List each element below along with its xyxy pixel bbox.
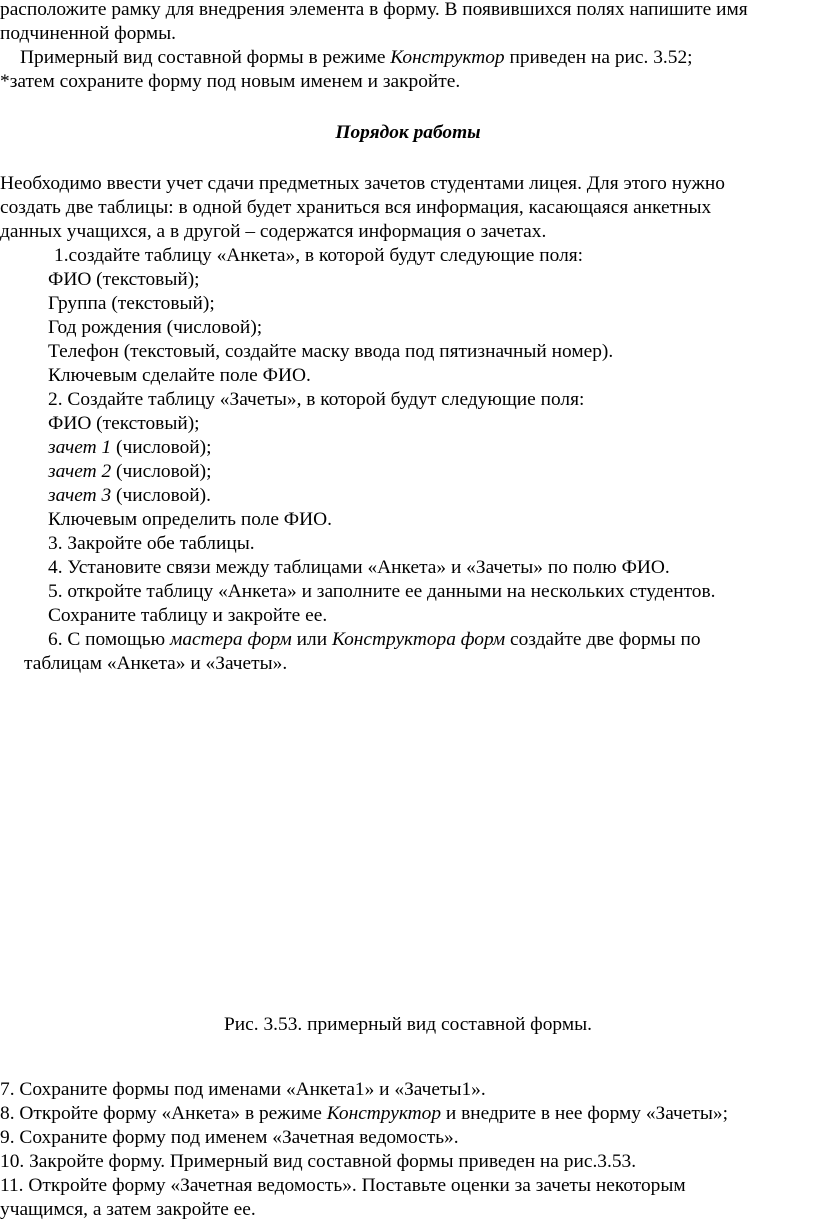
text: (числовой). bbox=[111, 485, 211, 506]
text: расположите рамку для внедрения элемента в форму. В появившихся полях напишите имя bbox=[0, 0, 748, 20]
step-8 bbox=[0, 1102, 728, 1126]
step-5-continued: Сохраните таблицу и закройте ее. bbox=[48, 605, 328, 626]
intro-line-1 bbox=[0, 0, 748, 22]
text: приведен на рис. 3.52; bbox=[504, 47, 693, 68]
step-7: 7. Сохраните формы под именами «Анкета1» и «Зачеты1». bbox=[0, 1079, 486, 1100]
step-1-field-2: Группа (текстовый); bbox=[48, 293, 215, 314]
figure-caption: Рис. 3.53. примерный вид составной формы. bbox=[224, 1014, 592, 1035]
text: (числовой); bbox=[111, 437, 212, 458]
step-6 bbox=[48, 628, 701, 652]
step-2: 2. Создайте таблицу «Зачеты», в которой будут следующие поля: bbox=[48, 389, 585, 410]
text: 6. С помощью bbox=[48, 629, 170, 650]
step-2-field-3 bbox=[48, 460, 212, 484]
intro-line-2 bbox=[0, 22, 176, 46]
step-2-field-4 bbox=[48, 484, 211, 508]
step-4: 4. Установите связи между таблицами «Анкета» и «Зачеты» по полю ФИО. bbox=[48, 557, 670, 578]
text: *затем сохраните форму под новым именем и закройте. bbox=[0, 71, 461, 92]
intro-line-4 bbox=[0, 70, 460, 94]
text: подчиненной формы. bbox=[0, 23, 176, 44]
step-11-continued: учащимся, а затем закройте ее. bbox=[0, 1199, 256, 1220]
emphasis-text: Конструктор bbox=[326, 1103, 442, 1124]
paragraph-line-3: данных учащихся, а в другой – содержатся информация о зачетах. bbox=[0, 221, 547, 242]
step-11: 11. Откройте форму «Зачетная ведомость». Поставьте оценки за зачеты некоторым bbox=[0, 1175, 686, 1196]
emphasis-text: Конструктора форм bbox=[331, 629, 506, 650]
emphasis-text: зачет 3 bbox=[48, 485, 112, 506]
step-3: 3. Закройте обе таблицы. bbox=[48, 533, 255, 554]
emphasis-text: зачет 2 bbox=[48, 461, 112, 482]
paragraph-line-2: создать две таблицы: в одной будет храниться вся информация, касающаяся анкетных bbox=[0, 197, 712, 218]
step-2-field-2 bbox=[48, 436, 212, 460]
step-2-key: Ключевым определить поле ФИО. bbox=[48, 509, 332, 530]
text: создайте две формы по bbox=[505, 629, 701, 650]
emphasis-text: мастера форм bbox=[169, 629, 292, 650]
step-1-field-4: Телефон (текстовый, создайте маску ввода под пятизначный номер). bbox=[48, 341, 614, 362]
step-1: 1.создайте таблицу «Анкета», в которой будут следующие поля: bbox=[54, 245, 584, 266]
step-5: 5. откройте таблицу «Анкета» и заполните ее данными на нескольких студентов. bbox=[48, 581, 716, 602]
text: Примерный вид составной формы в режиме bbox=[20, 47, 391, 68]
text: (числовой); bbox=[111, 461, 212, 482]
emphasis-text: Конструктор bbox=[390, 47, 505, 68]
step-2-field-1: ФИО (текстовый); bbox=[48, 413, 200, 434]
step-1-key: Ключевым сделайте поле ФИО. bbox=[48, 365, 311, 386]
step-1-field-1: ФИО (текстовый); bbox=[48, 269, 200, 290]
step-1-field-3: Год рождения (числовой); bbox=[48, 317, 263, 338]
text: 8. Откройте форму «Анкета» в режиме bbox=[0, 1103, 327, 1124]
text: и внедрите в нее форму «Зачеты»; bbox=[441, 1103, 728, 1124]
step-6-continued: таблицам «Анкета» и «Зачеты». bbox=[24, 653, 288, 674]
intro-line-3 bbox=[20, 46, 693, 70]
text: или bbox=[291, 629, 332, 650]
step-10: 10. Закройте форму. Примерный вид составной формы приведен на рис.3.53. bbox=[0, 1151, 637, 1172]
section-heading: Порядок работы bbox=[335, 122, 481, 143]
step-9: 9. Сохраните форму под именем «Зачетная ведомость». bbox=[0, 1127, 459, 1148]
emphasis-text: зачет 1 bbox=[48, 437, 112, 458]
paragraph-line-1: Необходимо ввести учет сдачи предметных зачетов студентами лицея. Для этого нужно bbox=[0, 173, 725, 194]
